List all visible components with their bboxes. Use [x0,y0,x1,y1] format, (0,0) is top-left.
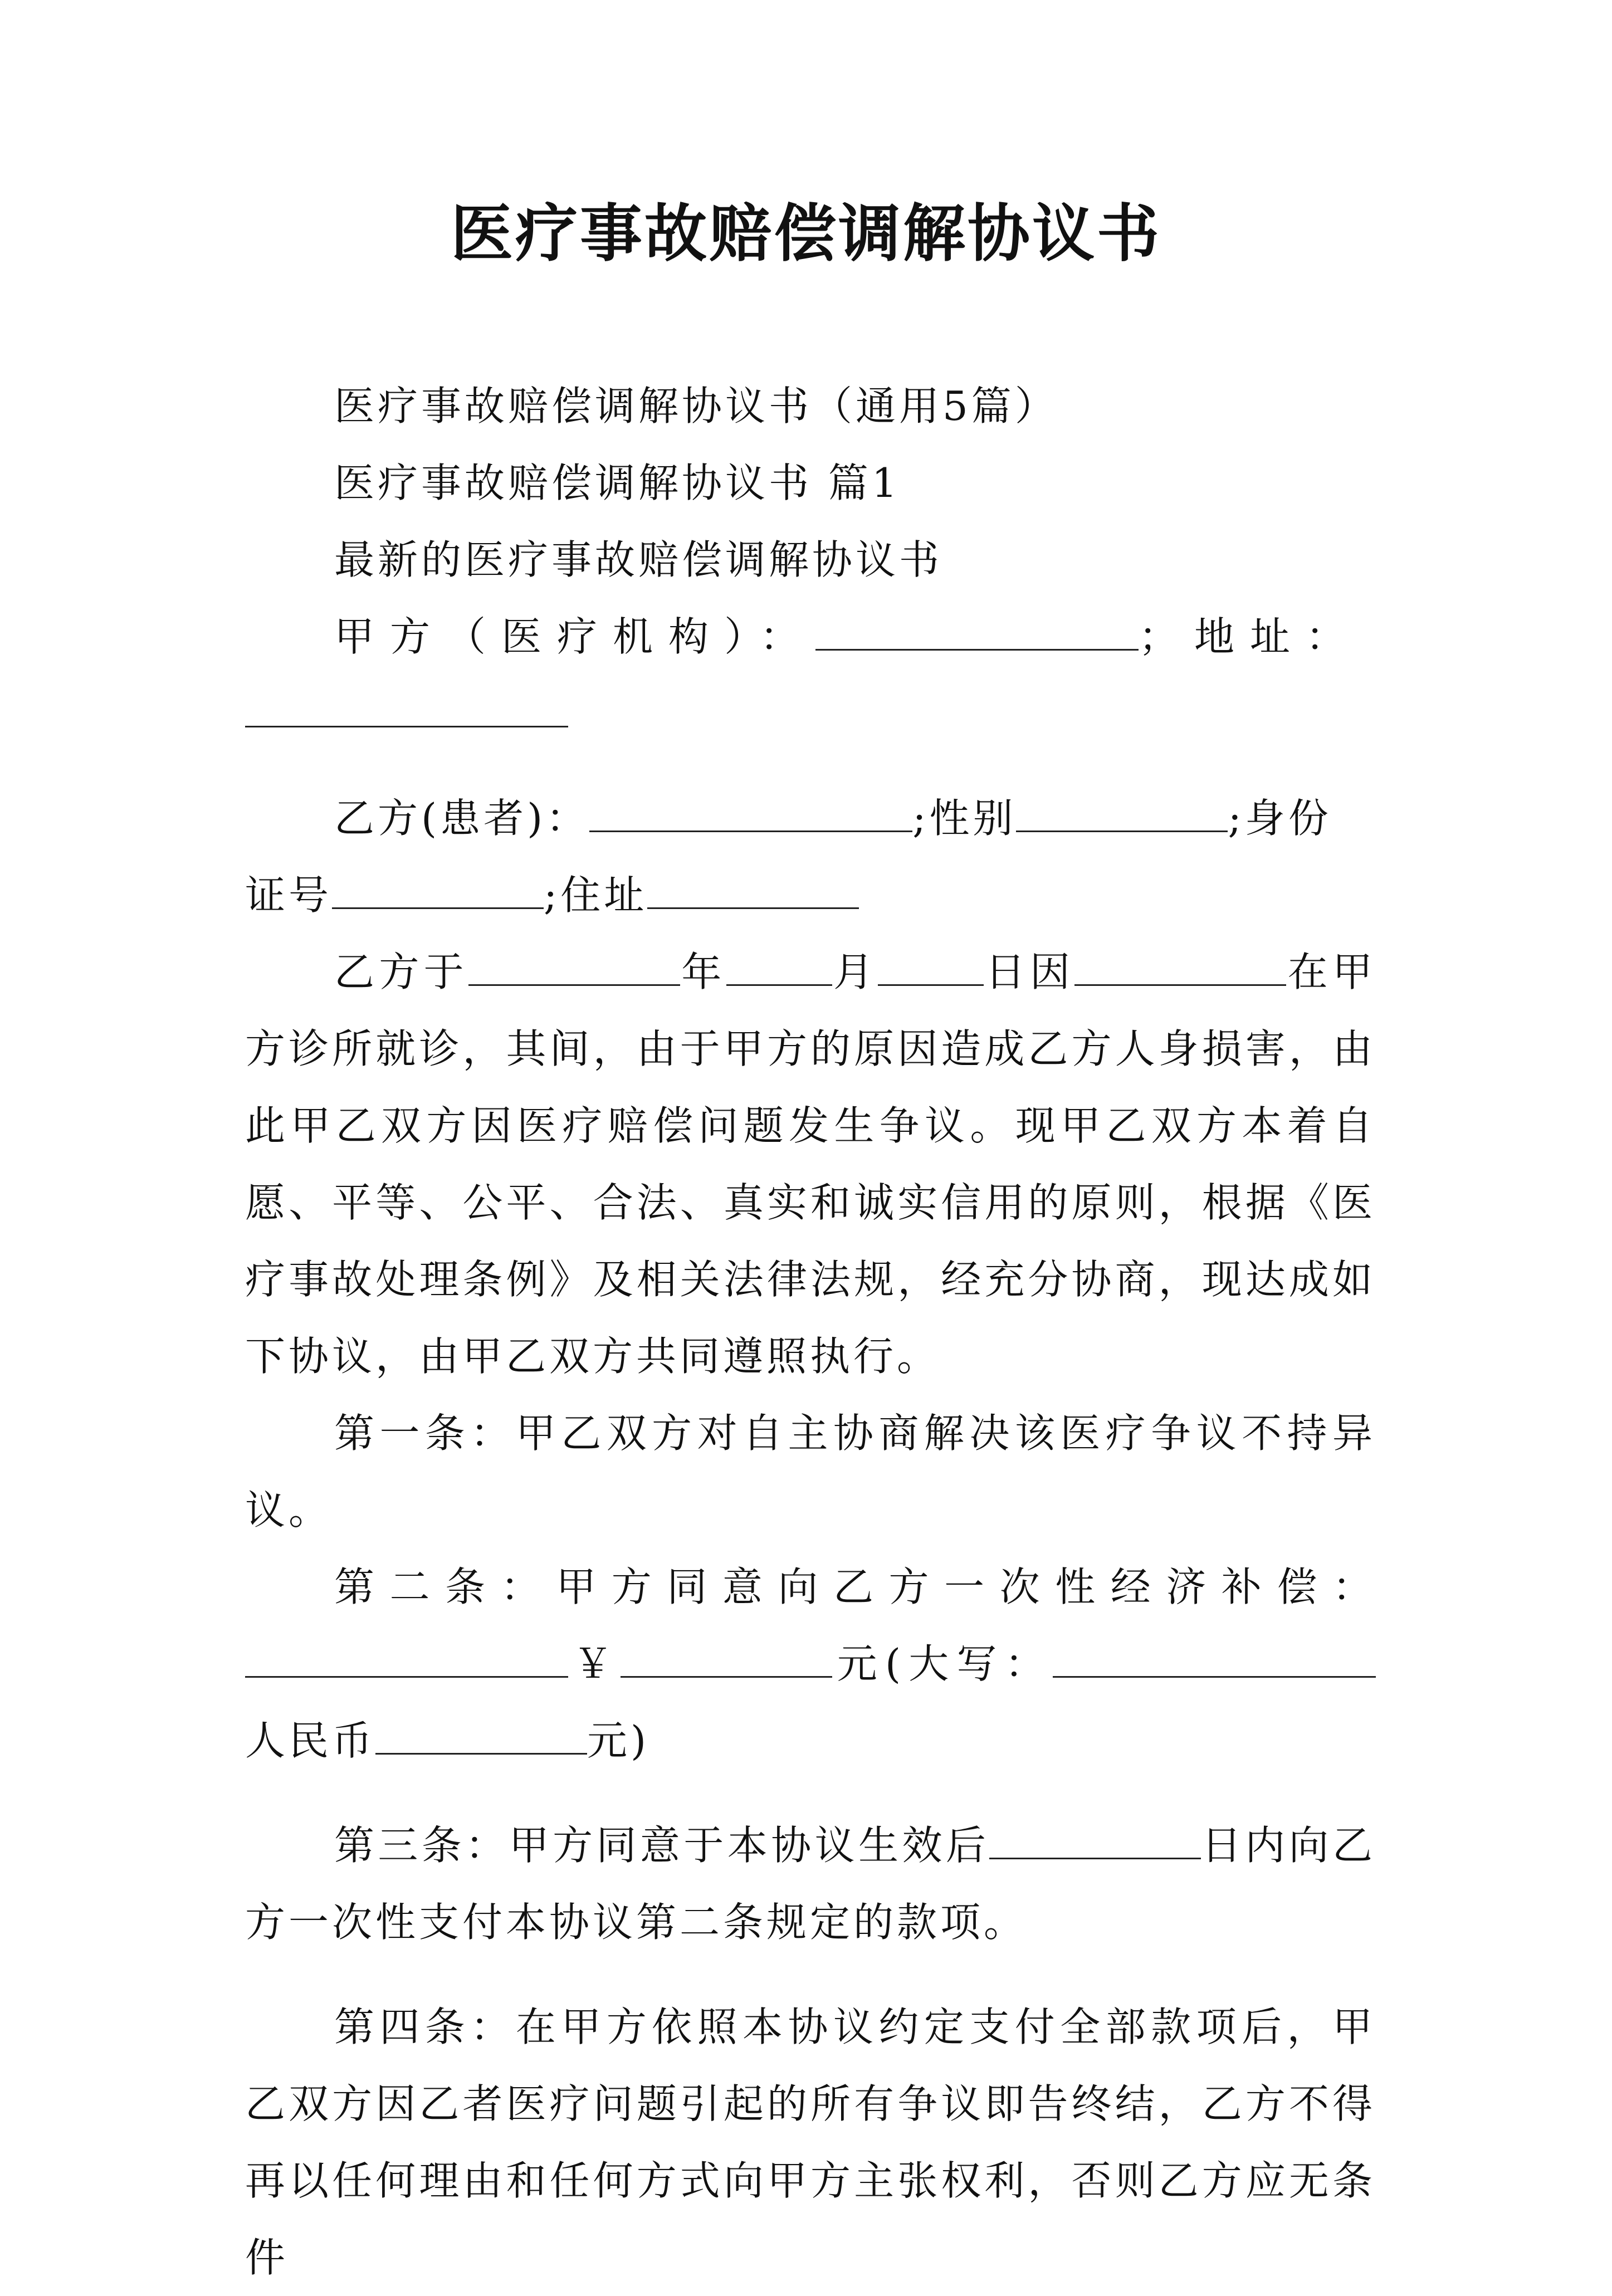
article-2-currency: ￥ [568,1640,621,1687]
article-2-label: 第二条：甲方同意向乙方一次性经济补偿： [334,1564,1376,1610]
party-b-label: 乙方(患者)： [334,795,590,842]
spacer [245,1779,1376,1807]
article-2-yuan-close: 元) [587,1717,650,1764]
intro-blank-day [878,951,984,986]
article-3 [245,1807,1376,1961]
party-a-address-label: 地址： [1194,613,1362,660]
intro-t3: 月 [832,949,878,995]
article-4: 第四条：在甲方依照本协议约定支付全部款项后，甲乙双方因乙者医疗问题引起的所有争议即告终结，乙方不得再以任何理由和任何方式向甲方主张权利，否则乙方应无条件 [245,2004,1376,2281]
article-2-blank-1 [245,1643,568,1678]
intro-blank-month [726,951,832,986]
party-b-gender-label: ;性别 [912,795,1017,842]
subtitle-line: 医疗事故赔偿调解协议书（通用5篇） [334,383,1058,429]
intro-rest: 甲方诊所就诊，其间，由于甲方的原因造成乙方人身损害，由此甲乙双方因医疗赔偿问题发生争议。现甲乙双方本着自愿、平等、公平、合法、真实和诚实信用的原则，根据《医疗事故处理条例》及相关法律法规，经充分协商，现达成如下协议，由甲乙双方共同遵照执行。 [245,949,1376,1380]
party-a-name-blank [815,615,1139,651]
spacer [245,1961,1376,1989]
party-b-gender-blank [1016,797,1228,832]
article-1: 第一条：甲乙双方对自主协商解决该医疗争议不持异议。 [245,1410,1376,1533]
party-b-id-label-1: ;身份 [1228,795,1332,842]
party-b-id-blank [332,874,544,909]
heading-line: 最新的医疗事故赔偿调解协议书 [334,536,943,583]
party-a-separator: ； [1139,613,1195,660]
party-b-id-line [245,857,1376,934]
document-title: 医疗事故赔偿调解协议书 [451,197,1161,270]
party-b-id-label-2: 证号 [245,872,333,919]
spacer [245,752,1376,780]
intro-t1: 乙方于 [334,949,468,995]
party-b-paragraph [245,780,1376,857]
article-2-rmb: 人民币 [245,1717,376,1764]
party-b-addr-label: ;住址 [544,872,648,919]
article-2-daxie-blank [1053,1643,1376,1678]
article-2 [245,1548,1376,1779]
party-a-label: 甲方（医疗机构）： [334,613,816,660]
party-a-address-line [245,675,1376,752]
article-2-amount-blank [621,1643,832,1678]
document-body [245,368,1376,2296]
section-line: 医疗事故赔偿调解协议书 篇1 [334,460,901,506]
intro-paragraph [245,934,1376,1395]
party-a-address-blank [245,692,568,727]
article-3-days-blank [989,1824,1201,1859]
article-2-yuan-daxie: 元(大写： [832,1640,1053,1687]
party-a-paragraph [245,598,1376,675]
party-b-name-blank [589,797,912,832]
intro-t2: 年 [680,949,726,995]
intro-blank-year [468,951,680,986]
intro-t4: 日因 [984,949,1075,995]
party-b-addr-blank [647,874,859,909]
article-3-t1: 第三条：甲方同意于本协议生效后 [334,1822,990,1869]
article-3-t2: 日内向乙方一次性支付本协议第二条规定的款项。 [245,1822,1376,1946]
intro-t5: 在 [1286,949,1332,995]
intro-blank-reason [1074,951,1286,986]
article-2-rmb-blank [375,1719,587,1755]
